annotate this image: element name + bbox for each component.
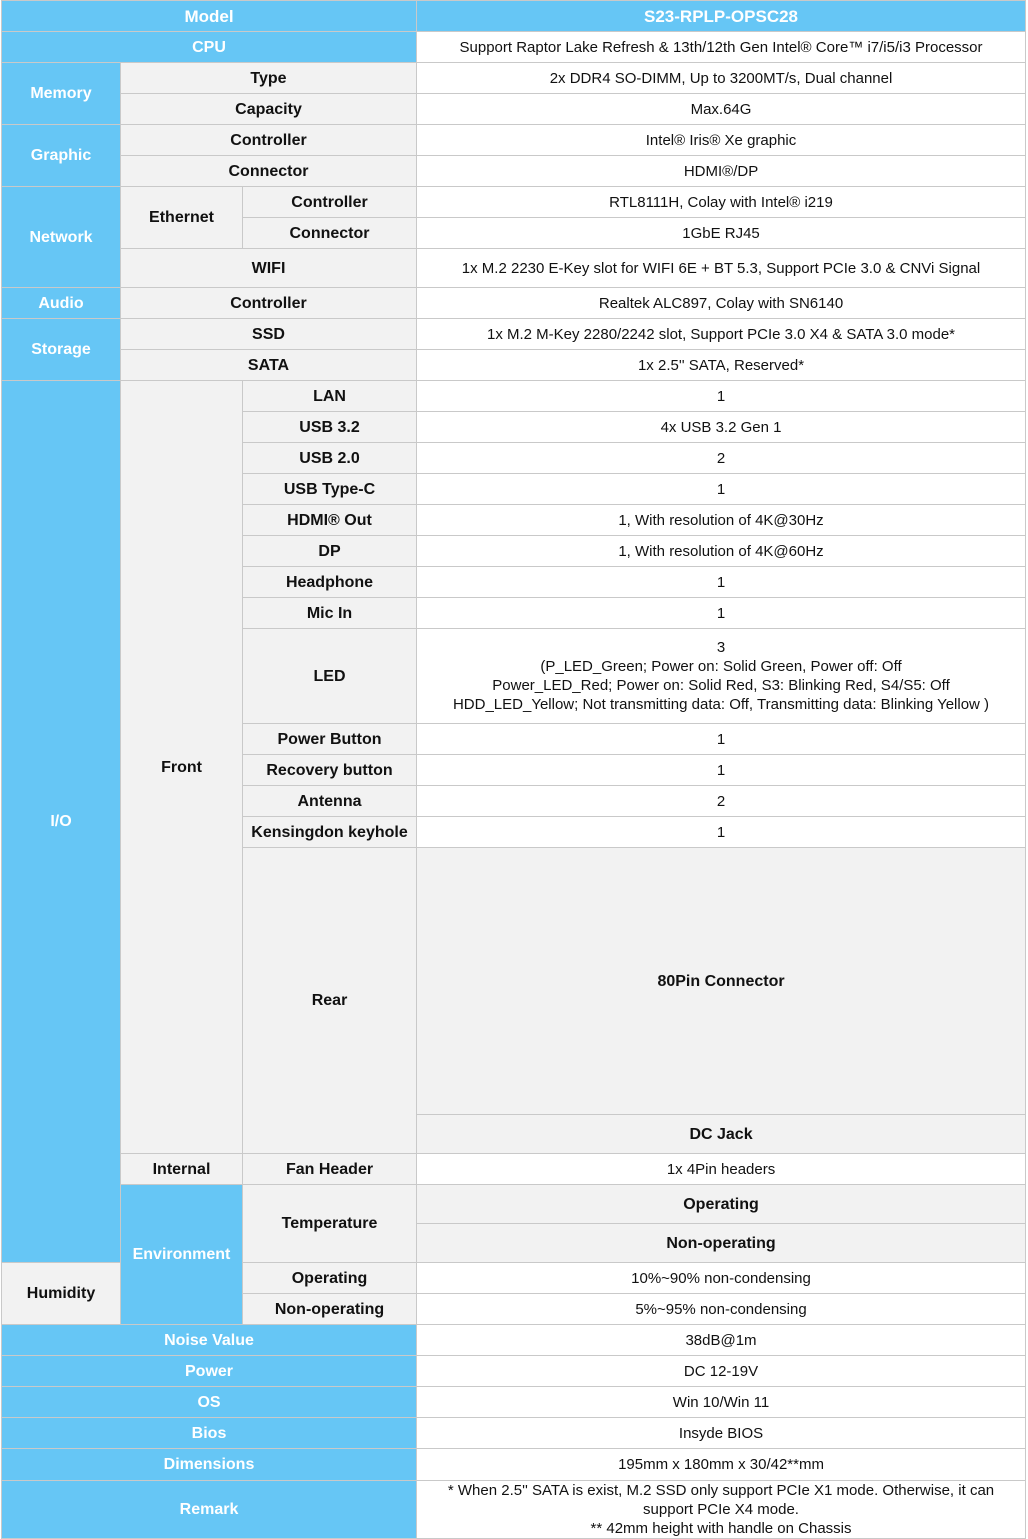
sata-label: SATA: [121, 350, 417, 381]
hdmi-label: HDMI® Out: [243, 505, 417, 536]
lan-value: 1: [417, 381, 1026, 412]
graphic-controller-label: Controller: [121, 125, 417, 156]
graphic-controller-value: Intel® Iris® Xe graphic: [417, 125, 1026, 156]
kensington-label: Kensingdon keyhole: [243, 817, 417, 848]
lan-label: LAN: [243, 381, 417, 412]
usb20-value: 2: [417, 443, 1026, 474]
wifi-label: WIFI: [121, 249, 417, 288]
remark-line: support PCIe X4 mode.: [643, 1501, 799, 1518]
table-row: [2, 187, 1026, 218]
power-button-label: Power Button: [243, 724, 417, 755]
humidity-label: Humidity: [2, 1263, 121, 1325]
table-row: [2, 32, 1026, 63]
temperature-label: Temperature: [243, 1185, 417, 1263]
headphone-value: 1: [417, 567, 1026, 598]
table-row: [2, 1418, 1026, 1449]
remark-line: ** 42mm height with handle on Chassis: [590, 1520, 852, 1537]
remark-line: * When 2.5'' SATA is exist, M.2 SSD only support PCIe X1 mode. Otherwise, it can: [447, 1482, 995, 1499]
led-value-line: 3: [716, 639, 726, 656]
table-row: [2, 1481, 1026, 1539]
noise-label: Noise Value: [2, 1325, 417, 1356]
table-row: [2, 156, 1026, 187]
led-value-line: HDD_LED_Yellow; Not transmitting data: Off, Transmitting data: Blinking Yellow ): [452, 696, 990, 713]
fan-header-value: 1x 4Pin headers: [417, 1154, 1026, 1185]
network-connector-value: 1GbE RJ45: [417, 218, 1026, 249]
ssd-label: SSD: [121, 319, 417, 350]
usbc-label: USB Type-C: [243, 474, 417, 505]
hum-nonoperating-label: Non-operating: [243, 1294, 417, 1325]
usb20-label: USB 2.0: [243, 443, 417, 474]
dp-label: DP: [243, 536, 417, 567]
bios-value: Insyde BIOS: [417, 1418, 1026, 1449]
model-label: Model: [2, 1, 417, 32]
bios-label: Bios: [2, 1418, 417, 1449]
table-row: [2, 125, 1026, 156]
network-label: Network: [2, 187, 121, 288]
table-row: [2, 381, 1026, 412]
dp-value: 1, With resolution of 4K@60Hz: [417, 536, 1026, 567]
table-row: [2, 63, 1026, 94]
recovery-button-label: Recovery button: [243, 755, 417, 786]
noise-value: 38dB@1m: [417, 1325, 1026, 1356]
usb32-value: 4x USB 3.2 Gen 1: [417, 412, 1026, 443]
ssd-value: 1x M.2 M-Key 2280/2242 slot, Support PCIe 3.0 X4 & SATA 3.0 mode*: [417, 319, 1026, 350]
os-value: Win 10/Win 11: [417, 1387, 1026, 1418]
table-row: [2, 319, 1026, 350]
wifi-value: 1x M.2 2230 E-Key slot for WIFI 6E + BT 5.3, Support PCIe 3.0 & CNVi Signal: [417, 249, 1026, 288]
recovery-button-value: 1: [417, 755, 1026, 786]
table-row: [2, 288, 1026, 319]
table-row: [2, 350, 1026, 381]
remark-value: [417, 1481, 1026, 1539]
memory-type-value: 2x DDR4 SO-DIMM, Up to 3200MT/s, Dual channel: [417, 63, 1026, 94]
antenna-label: Antenna: [243, 786, 417, 817]
hum-operating-label: Operating: [243, 1263, 417, 1294]
led-value-line: Power_LED_Red; Power on: Solid Red, S3: Blinking Red, S4/S5: Off: [492, 677, 950, 694]
remark-label: Remark: [2, 1481, 417, 1539]
table-row: [2, 1185, 1026, 1224]
table-row: [2, 1325, 1026, 1356]
table-row: [2, 249, 1026, 288]
memory-label: Memory: [2, 63, 121, 125]
dcjack-label: DC Jack: [417, 1115, 1026, 1154]
graphic-connector-value: HDMI®/DP: [417, 156, 1026, 187]
mic-value: 1: [417, 598, 1026, 629]
rear-label: Rear: [243, 848, 417, 1154]
kensington-value: 1: [417, 817, 1026, 848]
power-value: DC 12-19V: [417, 1356, 1026, 1387]
table-row: [2, 1387, 1026, 1418]
graphic-label: Graphic: [2, 125, 121, 187]
usbc-value: 1: [417, 474, 1026, 505]
hdmi-value: 1, With resolution of 4K@30Hz: [417, 505, 1026, 536]
storage-label: Storage: [2, 319, 121, 381]
memory-type-label: Type: [121, 63, 417, 94]
led-value: [417, 629, 1026, 724]
dimensions-label: Dimensions: [2, 1449, 417, 1481]
graphic-connector-label: Connector: [121, 156, 417, 187]
memory-capacity-label: Capacity: [121, 94, 417, 125]
audio-controller-value: Realtek ALC897, Colay with SN6140: [417, 288, 1026, 319]
dimensions-value: 195mm x 180mm x 30/42**mm: [417, 1449, 1026, 1481]
temp-nonoperating-label: Non-operating: [417, 1224, 1026, 1263]
network-controller-label: Controller: [243, 187, 417, 218]
antenna-value: 2: [417, 786, 1026, 817]
power-button-value: 1: [417, 724, 1026, 755]
table-row: [2, 1154, 1026, 1185]
memory-capacity-value: Max.64G: [417, 94, 1026, 125]
sata-value: 1x 2.5'' SATA, Reserved*: [417, 350, 1026, 381]
model-value: S23-RPLP-OPSC28: [417, 1, 1026, 32]
environment-label: Environment: [121, 1185, 243, 1325]
cpu-label: CPU: [2, 32, 417, 63]
spec-table: [1, 0, 1026, 1539]
temp-operating-label: Operating: [417, 1185, 1026, 1224]
table-row: [2, 1, 1026, 32]
network-connector-label: Connector: [243, 218, 417, 249]
cpu-value: Support Raptor Lake Refresh & 13th/12th Gen Intel® Core™ i7/i5/i3 Processor: [417, 32, 1026, 63]
ethernet-label: Ethernet: [121, 187, 243, 249]
headphone-label: Headphone: [243, 567, 417, 598]
internal-label: Internal: [121, 1154, 243, 1185]
fan-header-label: Fan Header: [243, 1154, 417, 1185]
pin80-label: 80Pin Connector: [417, 848, 1026, 1115]
usb32-label: USB 3.2: [243, 412, 417, 443]
audio-label: Audio: [2, 288, 121, 319]
table-row: [2, 94, 1026, 125]
io-label: I/O: [2, 381, 121, 1263]
hum-operating-value: 10%~90% non-condensing: [417, 1263, 1026, 1294]
network-controller-value: RTL8111H, Colay with Intel® i219: [417, 187, 1026, 218]
table-row: [2, 1449, 1026, 1481]
table-row: [2, 1356, 1026, 1387]
audio-controller-label: Controller: [121, 288, 417, 319]
led-value-line: (P_LED_Green; Power on: Solid Green, Power off: Off: [540, 658, 902, 675]
mic-label: Mic In: [243, 598, 417, 629]
led-label: LED: [243, 629, 417, 724]
power-label: Power: [2, 1356, 417, 1387]
hum-nonoperating-value: 5%~95% non-condensing: [417, 1294, 1026, 1325]
os-label: OS: [2, 1387, 417, 1418]
front-label: Front: [121, 381, 243, 1154]
